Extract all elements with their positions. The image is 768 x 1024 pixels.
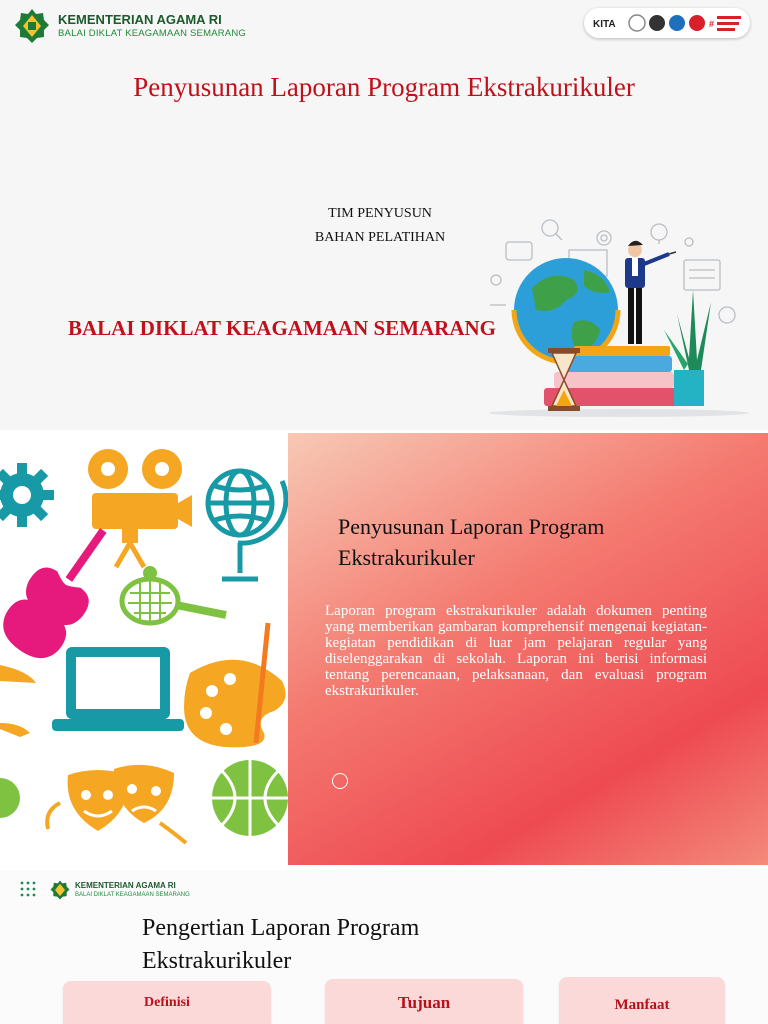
decorative-circle — [332, 773, 348, 789]
org-subtitle-small: BALAI DIKLAT KEAGAMAAN SEMARANG — [75, 892, 190, 898]
partner-logo-5: # — [709, 19, 715, 29]
slide-overview — [0, 433, 768, 865]
card-definisi[interactable] — [63, 981, 271, 1024]
card-manfaat[interactable] — [559, 977, 725, 1024]
cover-title: Penyusunan Laporan Program Ekstrakurikuler — [133, 72, 635, 102]
org-name: KEMENTERIAN AGAMA RI — [58, 12, 222, 27]
theater-masks-icon — [47, 765, 186, 843]
slide-definition — [0, 870, 768, 1024]
globe-icon — [208, 471, 286, 579]
gear-icon — [0, 463, 54, 527]
institution-name: BALAI DIKLAT KEAGAMAAN SEMARANG — [68, 316, 497, 340]
card-tujuan-label: Tujuan — [397, 993, 451, 1012]
partner-logo-2 — [649, 15, 665, 31]
header-brand — [14, 8, 246, 44]
org-name-small: KEMENTERIAN AGAMA RI — [75, 881, 176, 890]
kemenag-logo-icon — [14, 8, 50, 44]
overview-paragraph: Laporan program ekstrakurikuler adalah dokumen penting yang memberikan gambaran komprehensif mengenai kegiatan-kegiatan pendidikan di luar jam pelajaran regular yang diselenggarakan di sekolah. Laporan ini berisi informasi tentang perencanaan, pelaksanaan, dan evaluasi program ekstrakurikuler. — [325, 603, 707, 699]
kemenag-logo-small-icon — [50, 880, 70, 900]
definition-title: Pengertian Laporan Program Ekstrakurikuler — [142, 915, 420, 974]
slide-cover — [0, 0, 768, 430]
extracurricular-icons — [0, 433, 288, 865]
card-definisi-label: Definisi — [144, 995, 190, 1010]
dots-grid-icon — [20, 881, 36, 897]
card-manfaat-label: Manfaat — [614, 997, 670, 1013]
partner-logo-4 — [689, 15, 705, 31]
partial-dancer-icon — [0, 723, 30, 737]
card-tujuan[interactable] — [325, 979, 523, 1024]
team-text — [280, 202, 480, 250]
overview-title: Penyusunan Laporan Program Ekstrakurikuler — [338, 514, 605, 570]
laptop-icon — [52, 647, 184, 731]
paint-palette-icon — [184, 623, 286, 747]
team-line-2: BAHAN PELATIHAN — [314, 230, 446, 245]
violin-icon — [0, 512, 130, 669]
tennis-racket-icon — [122, 566, 226, 623]
header-brand-small — [50, 880, 190, 900]
partner-logos — [584, 8, 750, 38]
education-illustration — [484, 210, 754, 425]
team-line-1: TIM PENYUSUN — [328, 206, 432, 221]
basketball-icon — [212, 760, 288, 836]
partner-logo-1 — [629, 15, 645, 31]
description-panel — [288, 433, 768, 865]
partial-trumpet-icon — [0, 665, 36, 683]
film-projector-icon — [88, 449, 192, 567]
org-subtitle: BALAI DIKLAT KEAGAMAAN SEMARANG — [58, 28, 246, 39]
partner-logo-3 — [669, 15, 685, 31]
partial-ball-icon — [0, 778, 20, 818]
partner-kita-label: KITA — [593, 19, 616, 30]
